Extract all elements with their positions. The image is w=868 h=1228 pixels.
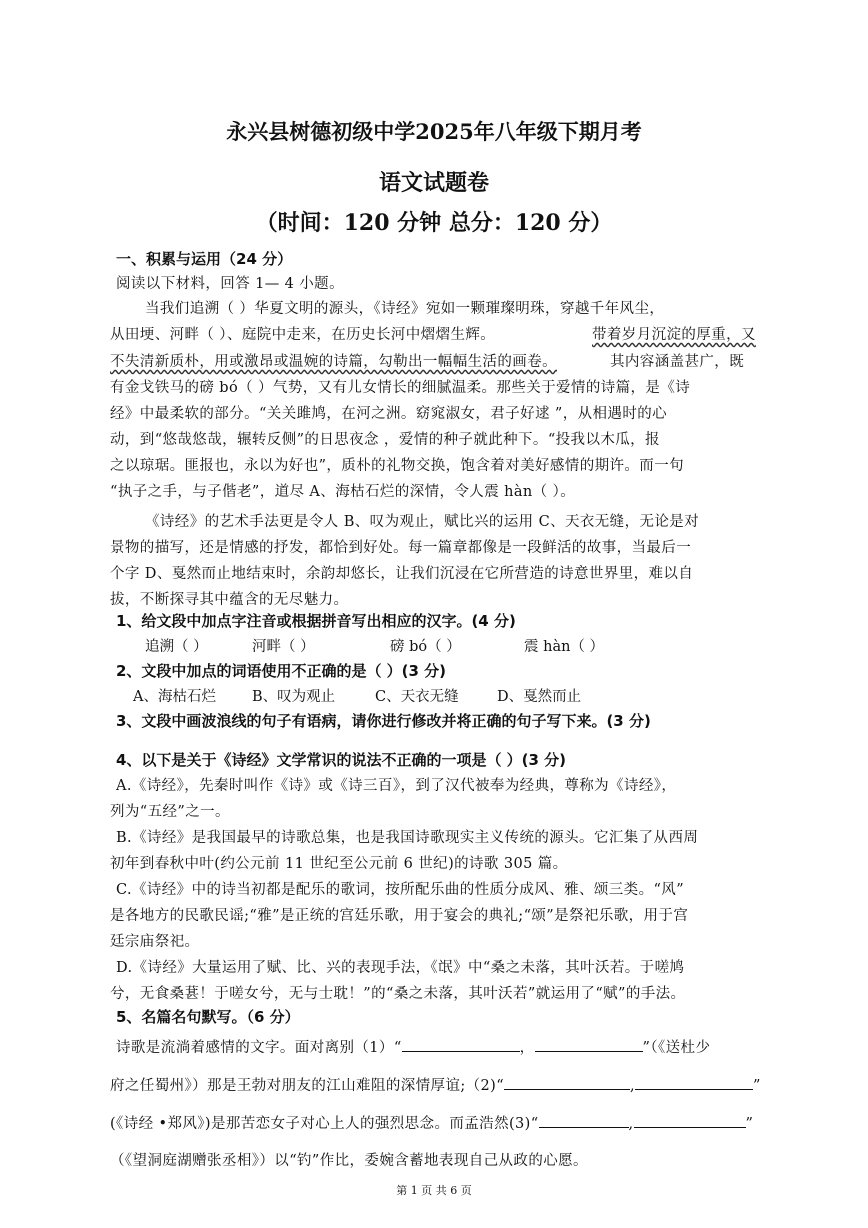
q5-text: ,	[628, 1116, 634, 1132]
q4-option-line: 廷宗庙祭祀。	[110, 934, 200, 950]
question-2: 2、文段中加点的词语使用不正确的是（ ）(3 分)	[116, 662, 447, 680]
time-info: （时间：120 分钟 总分：120 分）	[255, 210, 613, 236]
q4-option-line: 初年到春秋中叶(约公元前 11 世纪至公元前 6 世纪)的诗歌 305 篇。	[110, 856, 568, 872]
question-1: 1、给文段中加点字注音或根据拼音写出相应的汉字。(4 分)	[116, 612, 516, 630]
section1-heading: 一、积累与运用（24 分）	[116, 250, 293, 268]
exam-subtitle: 语文试题卷	[378, 170, 489, 196]
passage-line: 《诗经》的艺术手法更是令人 B、叹为观止，赋比兴的运用 C、天衣无缝，无论是对	[145, 514, 700, 530]
passage-line: 有金戈铁马的磅 bó（ ）气势，又有儿女情长的细腻温柔。那些关于爱情的诗篇，是《诗	[110, 380, 691, 396]
q1-item: 磅 bó（ ）	[390, 639, 461, 655]
q5-text: ”（《送杜少	[642, 1040, 711, 1056]
wavy-sentence: 带着岁月沉淀的厚重，又	[592, 327, 756, 343]
answer-blank[interactable]	[539, 1113, 629, 1128]
q5-text: ”	[753, 1078, 761, 1094]
answer-blank[interactable]	[635, 1075, 753, 1090]
passage-line: 当我们追溯（ ）华夏文明的源头，《诗经》宛如一颗璀璨明珠，穿越千年风尘，	[145, 301, 665, 317]
q2-option: D、戛然而止	[497, 689, 582, 705]
q5-line-1	[116, 1036, 710, 1057]
q4-option-line: D.《诗经》大量运用了赋、比、兴的表现手法，《氓》中“桑之未落，其叶沃若。于嗟鸠	[116, 960, 685, 976]
q2-option: B、叹为观止	[252, 689, 336, 705]
q5-line-4: （《望洞庭湖赠张丞相》）以“钓”作比，委婉含蓄地表现自己从政的心愿。	[110, 1153, 588, 1169]
q5-line-3	[110, 1112, 753, 1133]
question-4: 4、以下是关于《诗经》文学常识的说法不正确的一项是（ ）(3 分)	[116, 751, 567, 769]
q5-text: 府之任蜀州》）那是王勃对朋友的江山难阻的深情厚谊;（2)“	[110, 1078, 505, 1094]
passage-line: 个字 D、戛然而止地结束时，余韵却悠长，让我们沉浸在它所营造的诗意世界里，难以自	[110, 566, 694, 582]
q5-line-2	[110, 1074, 761, 1095]
wavy-sentence: 不失清新质朴，用或激昂或温婉的诗篇，勾勒出一幅幅生活的画卷。	[110, 354, 557, 370]
answer-blank[interactable]	[504, 1075, 630, 1090]
q4-option-line: 兮，无食桑葚！于嗟女兮，无与士耽！”的“桑之未落，其叶沃若”就运用了“赋”的手法。	[110, 986, 686, 1002]
q4-option-line: B.《诗经》是我国最早的诗歌总集，也是我国诗歌现实主义传统的源头。它汇集了从西周	[116, 830, 699, 846]
q1-item: 河畔（ ）	[252, 639, 315, 655]
q4-option-line: 列为“五经”之一。	[110, 804, 230, 820]
q1-item: 震 hàn（ ）	[524, 639, 605, 655]
q4-option-line: A.《诗经》，先秦时叫作《诗》或《诗三百》，到了汉代被奉为经典，尊称为《诗经》，	[116, 778, 677, 794]
passage-line: 经》中最柔软的部分。“关关雎鸠，在河之洲。窈窕淑女，君子好逑 ”，从相遇时的心	[110, 406, 668, 422]
q4-option-line: 是各地方的民歌民谣;“雅”是正统的宫廷乐歌，用于宴会的典礼;“颂”是祭祀乐歌，用于宫	[110, 908, 689, 924]
passage-line: 其内容涵盖甚广，既	[610, 354, 745, 370]
q5-text: ”	[745, 1116, 754, 1132]
question-3: 3、文段中画波浪线的句子有语病，请你进行修改并将正确的句子写下来。(3 分)	[116, 712, 651, 730]
passage-line: 从田埂、河畔（ ）、庭院中走来，在历史长河中熠熠生辉。	[110, 327, 496, 343]
passage-line: 拔，不断探寻其中蕴含的无尽魅力。	[110, 592, 349, 608]
answer-blank[interactable]	[402, 1037, 520, 1052]
q2-option: C、天衣无缝	[375, 689, 459, 705]
q1-item: 追溯（ ）	[145, 639, 208, 655]
q5-text: 诗歌是流淌着感情的文字。面对离别（1）“	[116, 1040, 402, 1056]
passage-line: 之以琼琚。匪报也，永以为好也”，质朴的礼物交换，饱含着对美好感情的期许。而一句	[110, 458, 685, 474]
q4-option-line: C.《诗经》中的诗当初都是配乐的歌词，按所配乐曲的性质分成风、雅、颂三类。“风”	[116, 882, 685, 898]
answer-blank[interactable]	[634, 1113, 746, 1128]
page-footer: 第 1 页 共 6 页	[396, 1184, 472, 1197]
question-5: 5、名篇名句默写。（6 分）	[116, 1008, 300, 1026]
q5-text: ，	[519, 1040, 535, 1056]
q5-text: ,	[630, 1078, 636, 1094]
passage-line: “执子之手，与子偕老”，道尽 A、海枯石烂的深情，令人震 hàn（ ）。	[110, 484, 576, 500]
passage-line: 动，到“悠哉悠哉，辗转反侧”的日思夜念 ，爱情的种子就此种下。“投我以木瓜，报	[110, 432, 660, 448]
q5-text: (《诗经 •郑风》)是那苦恋女子对心上人的强烈思念。而孟浩然(3)“	[110, 1116, 539, 1132]
exam-title: 永兴县树德初级中学2025年八年级下期月考	[226, 119, 642, 144]
section1-instruction: 阅读以下材料，回答 1— 4 小题。	[116, 276, 344, 292]
q2-option: A、海枯石烂	[133, 689, 216, 705]
answer-blank[interactable]	[535, 1037, 643, 1052]
passage-line: 景物的描写，还是情感的抒发，都恰到好处。每一篇章都像是一段鲜活的故事，当最后一	[110, 540, 692, 556]
